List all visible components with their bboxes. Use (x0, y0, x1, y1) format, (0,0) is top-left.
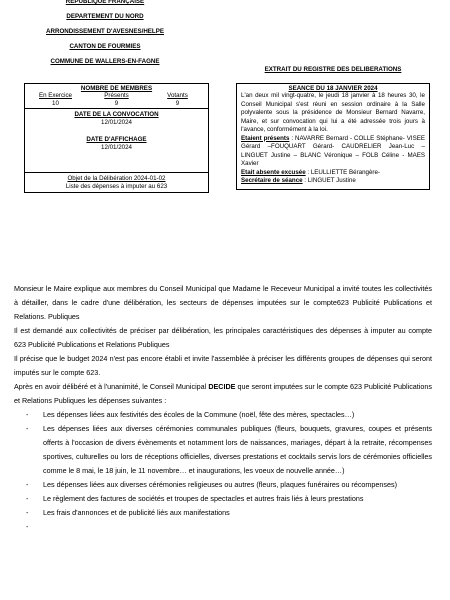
col-label: Présents (104, 92, 129, 99)
seance-intro: L'an deux mil vingt-quatre, le jeudi 18 janvier à 18 heures 30, le Conseil Municipal s'est réuni en session ordinaire à la Salle polyvalente sous la présidence de Monsieur Bernard Navarre, Maire, et sur convocation qui lui a été adressée trois jours à l'avance, conformément à la loi. (241, 92, 425, 133)
paragraph-3: Il précise que le budget 2024 n'est pas encore établi et invite l'assemblée à préciser les différents groupes de dépenses qui seront imputés sur le compte 623. (14, 354, 432, 377)
list-item-text: Les dépenses liées aux diverses cérémonies religieuses ou autres (fleurs, plaques funéraires ou récompenses) (43, 480, 397, 489)
paragraph-1: Monsieur le Maire explique aux membres du Conseil Municipal que Madame le Receveur Municipal a invité toutes les collectivités à détailler, dans le cadre d'une délibération, les secteurs de dépenses imputées sur le compte623 Publicité Publications et Relations. Publiques (14, 284, 432, 321)
list-dash: - (26, 508, 29, 517)
header-departement: DEPARTEMENT DU NORD (66, 13, 144, 20)
paragraph-2: Il est demandé aux collectivités de préciser par délibération, les principales caractéristiques des dépenses à imputer au compte 623 Publicité Publications et Relations Publiques (14, 326, 432, 349)
list-item (14, 422, 432, 478)
col-presents (86, 92, 147, 108)
seance-box (236, 83, 430, 190)
header-commune: COMMUNE DE WALLERS-EN-FAGNE (50, 58, 160, 65)
col-label: En Exercice (38, 92, 72, 99)
members-title: NOMBRE DE MEMBRES (80, 85, 153, 92)
list-item (14, 492, 432, 506)
col-value: 10 (52, 100, 59, 107)
secretaire-label: Secrétaire de séance (241, 177, 303, 184)
header-arrondissement: ARRONDISSEMENT D'AVESNES/HELPE (46, 28, 164, 35)
secretaire-text: : LINGUET Justine (302, 177, 356, 184)
header-canton: CANTON DE FOURMIES (69, 43, 141, 50)
absent-line (241, 169, 425, 178)
col-value: 9 (175, 100, 180, 107)
list-dash: - (26, 480, 29, 489)
presents-text: : NAVARRE Bernard - COLLE Stéphane- VISEE Gérard –FOUQUART Gérard- CAUDRELIER Jean-Luc – LINGUET Justine – BLANC Véronique – FOLB Céline - MAES Xavier (241, 134, 426, 167)
list-dash: - (26, 424, 29, 433)
list-item-text: Les dépenses liées aux festivités des écoles de la Commune (noël, fête des mères, spectacles…) (43, 410, 355, 419)
list-item (14, 408, 432, 422)
extract-title: EXTRAIT DU REGISTRE DES DELIBERATIONS (264, 66, 402, 73)
presents-line (241, 135, 425, 169)
members-columns (25, 92, 208, 108)
members-box (24, 83, 209, 193)
convocation-value: 12/01/2024 (101, 119, 132, 126)
expense-list (14, 408, 432, 531)
paragraph-4-start: Après en avoir délibéré et à l'unanimité, le Conseil Municipal (14, 382, 209, 391)
absent-label: Etait absente excusée (241, 168, 306, 176)
members-section (25, 84, 208, 109)
secretaire-line (241, 177, 425, 186)
seance-title: SEANCE DU 18 JANVIER 2024 (288, 85, 378, 92)
list-item (14, 478, 432, 492)
decide-keyword: DECIDE (208, 382, 236, 391)
header-republique: REPUBLIQUE FRANÇAISE (65, 0, 145, 5)
col-votants (147, 92, 208, 108)
list-dash: - (26, 410, 29, 419)
col-en-exercice (25, 92, 86, 108)
objet-title: Objet de la Délibération 2024-01-02 (67, 175, 166, 182)
objet-section (25, 173, 208, 192)
absent-text: : LEULLIETTE Bérangère- (305, 168, 380, 176)
paragraph-4-end: que seront imputées sur le compte 623 Publicité Publications et Relations Publiques les dépenses suivantes : (14, 382, 432, 405)
list-item-text: Les frais d'annonces et de publicité liés aux manifestations (43, 508, 230, 517)
affichage-value: 12/01/2024 (101, 144, 132, 151)
list-item (14, 506, 432, 520)
deliberation-body (14, 282, 432, 531)
affichage-label: DATE D'AFFICHAGE (86, 136, 147, 143)
presents-label: Etaient présents (241, 134, 290, 142)
paragraph-4 (14, 380, 432, 408)
list-dash: - (26, 522, 29, 531)
list-item-text: Le règlement des factures de sociétés et troupes de spectacles et autres frais liés à leurs prestations (43, 494, 364, 503)
dates-section (25, 109, 208, 173)
list-dash: - (26, 494, 29, 503)
col-label: Votants (167, 92, 188, 99)
convocation-label: DATE DE LA CONVOCATION (74, 111, 159, 118)
objet-description: Liste des dépenses à imputer au 623 (65, 183, 168, 190)
seance-body (241, 92, 425, 186)
col-value: 9 (114, 100, 119, 107)
list-item-text: Les dépenses liées aux diverses cérémonies communales publiques (fleurs, bouquets, gravures, coupes et présents offerts à l'occasion de divers évènements et notamment lors de naissances, mariages, départ à la retraite, récompenses sportives, culturelles ou lors de réceptions officielles, diverses prestations et cocktails servis lors de cérémonies officielles comme le 8 mai, le 18 juin, le 11 novembre… et inaugurations, les voeux de nouvelle année…) (43, 424, 432, 475)
